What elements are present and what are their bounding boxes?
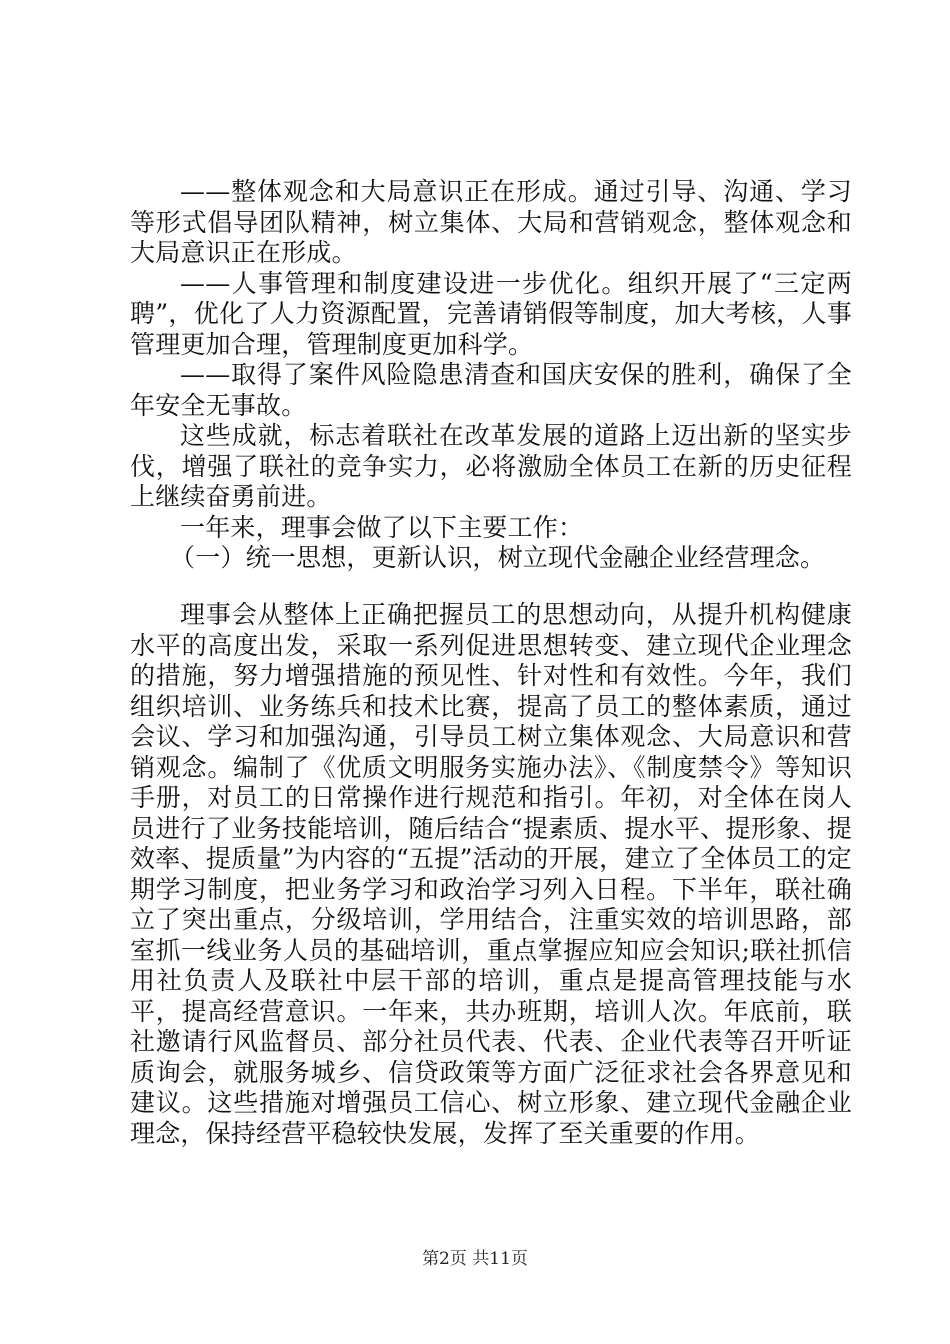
- paragraph: 一年来，理事会做了以下主要工作：: [180, 512, 584, 542]
- paragraph: 理事会从整体上正确把握员工的思想动向，从提升机构健康水平的高度出发，采取一系列促进思想转变、建立现代企业理念的措施，努力增强措施的预见性、针对性和有效性。今年，我们组织培训、业务练兵和技术比赛，提高了员工的整体素质，通过会议、学习和加强沟通，引导员工树立集体观念、大局意识和营销观念。编制了《优质文明服务实施办法》、《制度禁令》等知识手册，对员工的日常操作进行规范和指引。年初，对全体在岗人员进行了业务技能培训，随后结合“提素质、提水平、提形象、提效率、提质量”为内容的“五提”活动的开展，建立了全体员工的定期学习制度，把业务学习和政治学习列入日程。下半年，联社确立了突出重点，分级培训，学用结合，注重实效的培训思路，部室抓一线业务人员的基础培训，重点掌握应知应会知识;联社抓信用社负责人及联社中层干部的培训，重点是提高管理技能与水平，提高经营意识。一年来，共办班期，培训人次。年底前，联社邀请行风监督员、部分社员代表、代表、企业代表等召开听证质询会，就服务城乡、信贷政策等方面广泛征求社会各界意见和建议。这些措施对增强员工信心、树立形象、建立现代金融企业理念，保持经营平稳较快发展，发挥了至关重要的作用。: [130, 600, 852, 1148]
- paragraph: ——人事管理和制度建设进一步优化。组织开展了“三定两聘”，优化了人力资源配置，完善请销假等制度，加大考核，人事管理更加合理，管理制度更加科学。: [130, 268, 852, 359]
- page-footer: 第2页 共11页: [422, 1249, 528, 1269]
- paragraph: ——取得了案件风险隐患清查和国庆安保的胜利，确保了全年安全无事故。: [130, 360, 852, 420]
- paragraph: ——整体观念和大局意识正在形成。通过引导、沟通、学习等形式倡导团队精神，树立集体、大局和营销观念，整体观念和大局意识正在形成。: [130, 177, 852, 267]
- text-block-top: [130, 177, 852, 574]
- section-heading: （一）统一思想，更新认识，树立现代金融企业经营理念。: [170, 543, 826, 572]
- text-block-main: [130, 600, 852, 1149]
- paragraph: 这些成就，标志着联社在改革发展的道路上迈出新的坚实步伐，增强了联社的竞争实力，必将激励全体员工在新的历史征程上继续奋勇前进。: [130, 421, 852, 511]
